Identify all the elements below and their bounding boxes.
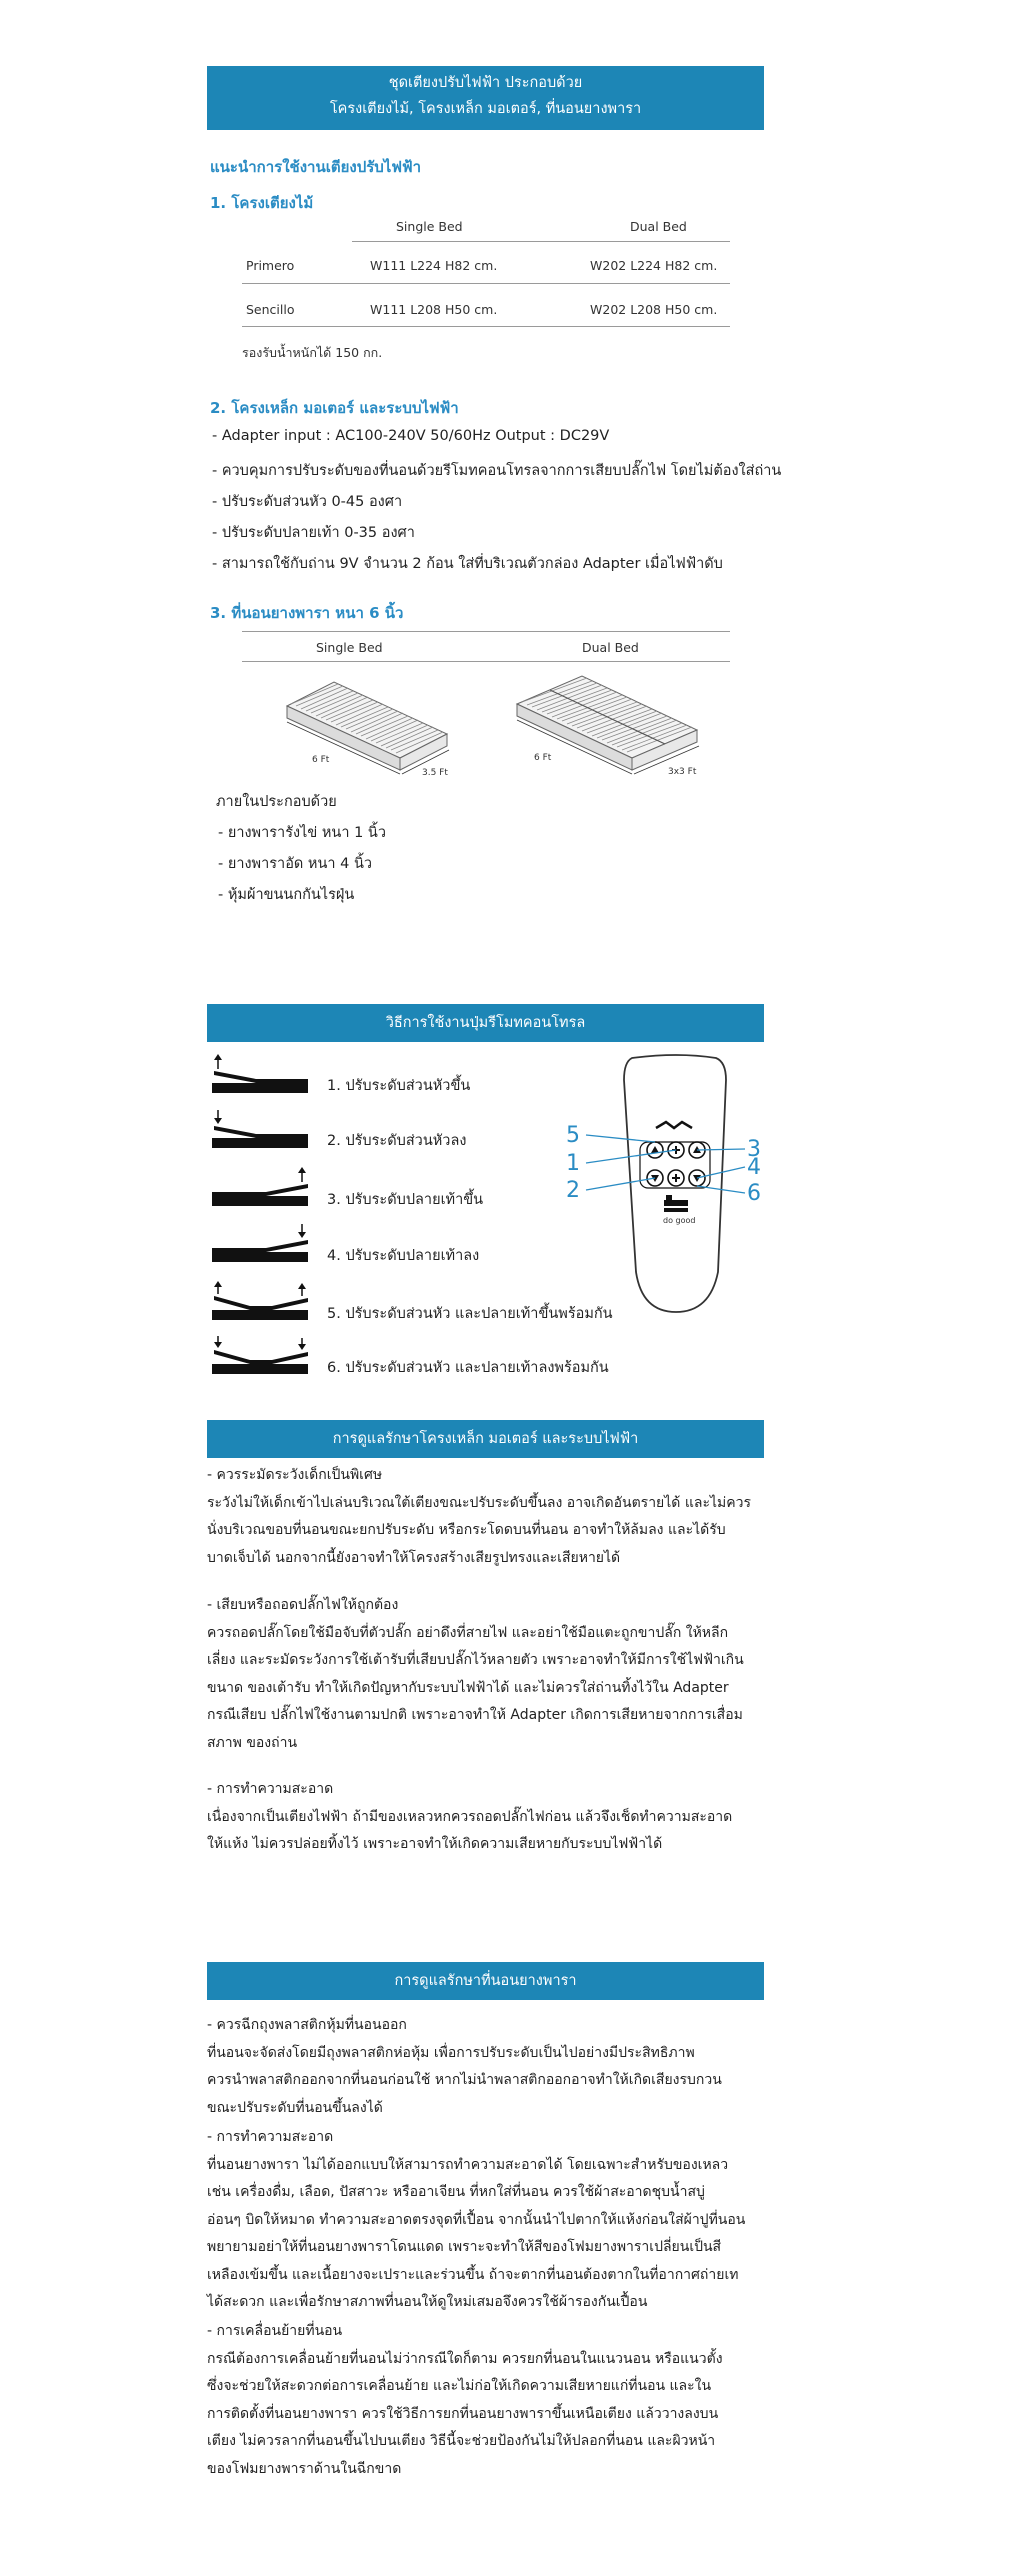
care-frame-line: นั่งบริเวณขอบที่นอนขณะยกปรับระดับ หรือกระโดดบนที่นอน อาจทำให้ล้มลง และได้รับ (207, 1522, 726, 1538)
head-foot-up-icon (210, 1280, 310, 1322)
care-frame-line: ขนาด ของเต้ารับ ทำให้เกิดปัญหากับระบบไฟฟ้าได้ และไม่ควรใส่ถ่านทิ้งไว้ใน Adapter (207, 1679, 729, 1696)
care-mattress-block-title: - การทำความสะอาด (207, 2129, 334, 2145)
care-mattress-line: เช่น เครื่องดื่ม, เลือด, ปัสสาวะ หรืออาเจียน ที่หกใส่ที่นอน ควรใช้ผ้าสะอาดชุบน้ำสบู่ (207, 2184, 705, 2200)
care-frame-line: บาดเจ็บได้ นอกจากนี้ยังอาจทำให้โครงสร้างเสียรูปทรงและเสียหายได้ (207, 1549, 621, 1566)
care-frame-line: เนื่องจากเป็นเตียงไฟฟ้า ถ้ามีของเหลวหกควรถอดปลั๊กไฟก่อน แล้วจึงเช็ดทำความสะอาด (207, 1808, 733, 1825)
remote-step: 3. ปรับระดับปลายเท้าขึ้น (327, 1192, 484, 1208)
header-banner (207, 66, 764, 130)
care-mattress-line: ได้สะดวก และเพื่อรักษาสภาพที่นอนให้ดูใหม่เสมอจึงควรใช้ผ้ารองกันเปื้อน (207, 2294, 648, 2310)
care-mattress-banner: การดูแลรักษาที่นอนยางพารา (207, 1962, 764, 2000)
head-up-icon (210, 1053, 310, 1095)
care-mattress-line: ซึ่งจะช่วยให้สะดวกต่อการเคลื่อนย้าย และไม่ก่อให้เกิดความเสียหายแก่ที่นอน และใน (207, 2378, 712, 2394)
section1-row-divider (242, 283, 730, 284)
single-mattress-illustration (282, 676, 462, 780)
foot-up-icon (210, 1166, 310, 1208)
section3-divider-top (242, 631, 730, 632)
callout-left: 2 (566, 1178, 580, 1203)
care-frame-line: ระวังไม่ให้เด็กเข้าไปเล่นบริเวณใต้เตียงขณะปรับระดับขึ้นลง อาจเกิดอันตรายได้ และไม่ควร (207, 1494, 751, 1511)
care-frame-block-1 (207, 1462, 797, 1572)
care-mattress-block-3 (207, 2318, 797, 2483)
section3-header-single: Single Bed (316, 640, 383, 655)
care-frame-banner: การดูแลรักษาโครงเหล็ก มอเตอร์ และระบบไฟฟ้า (207, 1420, 764, 1458)
callout-left: 5 (566, 1123, 580, 1148)
care-mattress-line: เหลืองเข้มขึ้น และเนื้อยางจะเปราะและร่วนขึ้น ถ้าจะตากที่นอนต้องตากในที่อากาศถ่ายเท (207, 2266, 739, 2283)
section1-row-primero-single: W111 L224 H82 cm. (370, 258, 498, 273)
section1-header-dual: Dual Bed (630, 219, 687, 234)
care-frame-block-2 (207, 1592, 797, 1757)
dual-mattress-length-label: 6 Ft (534, 753, 552, 763)
section2-title: 2. โครงเหล็ก มอเตอร์ และระบบไฟฟ้า (210, 399, 459, 417)
care-frame-block-3 (207, 1776, 797, 1859)
section1-header-single: Single Bed (396, 219, 463, 234)
remote-banner: วิธีการใช้งานปุ่มรีโมทคอนโทรล (207, 1004, 764, 1042)
header-banner-line2: โครงเตียงไม้, โครงเหล็ก มอเตอร์, ที่นอนยางพารา (329, 101, 642, 117)
care-mattress-block-1 (207, 2012, 797, 2122)
care-mattress-line: พยายามอย่าให้ที่นอนยางพาราโดนแดด เพราะจะทำให้สีของโฟมยางพาราเปลี่ยนเป็นสี (207, 2239, 722, 2255)
section1-row-sencillo-single: W111 L208 H50 cm. (370, 302, 498, 317)
remote-step: 4. ปรับระดับปลายเท้าลง (327, 1248, 480, 1264)
care-mattress-line: ที่นอนจะจัดส่งโดยมีถุงพลาสติกห่อหุ้ม เพื่อการปรับระดับเป็นไปอย่างมีประสิทธิภาพ (207, 2044, 695, 2061)
header-banner-line1: ชุดเตียงปรับไฟฟ้า ประกอบด้วย (388, 75, 583, 91)
section3-title: 3. ที่นอนยางพารา หนา 6 นิ้ว (210, 604, 404, 622)
care-mattress-line: ของโฟมยางพาราด้านในฉีกขาด (207, 2460, 402, 2477)
care-mattress-block-2 (207, 2124, 797, 2317)
care-frame-block-title: - การทำความสะอาด (207, 1781, 334, 1797)
care-mattress-block-title: - ควรฉีกถุงพลาสติกหุ้มที่นอนออก (207, 2017, 407, 2033)
care-mattress-line: ขณะปรับระดับที่นอนขึ้นลงได้ (207, 2099, 383, 2116)
section1-table-bottom (242, 326, 730, 327)
section1-row-sencillo-name: Sencillo (246, 302, 295, 317)
section1-note: รองรับน้ำหนักได้ 150 กก. (242, 345, 383, 360)
section1-row-primero-name: Primero (246, 258, 295, 273)
single-mattress-length-label: 6 Ft (312, 755, 330, 765)
callout-right: 4 (747, 1155, 761, 1180)
remote-brand: do good (663, 1216, 696, 1225)
care-mattress-line: เตียง ไม่ควรลากที่นอนขึ้นไปบนเตียง วิธีนี้จะช่วยป้องกันไม่ให้ปลอกที่นอน และผิวหน้า (207, 2433, 716, 2449)
care-frame-line: สภาพ ของถ่าน (207, 1734, 298, 1751)
section1-divider (352, 241, 730, 242)
section3-inside-item: - ยางพารารังไข่ หนา 1 นิ้ว (218, 825, 386, 841)
section3-inside-item: - หุ้มผ้าขนนกกันไรฝุ่น (218, 887, 355, 903)
section1-row-sencillo-dual: W202 L208 H50 cm. (590, 302, 718, 317)
foot-down-icon (210, 1222, 310, 1264)
intro-title: แนะนำการใช้งานเตียงปรับไฟฟ้า (210, 158, 422, 176)
section2-item: - ควบคุมการปรับระดับของที่นอนด้วยรีโมทคอนโทรลจากการเสียบปลั๊กไฟ โดยไม่ต้องใส่ถ่าน (212, 463, 782, 479)
care-mattress-block-title: - การเคลื่อนย้ายที่นอน (207, 2323, 343, 2339)
care-mattress-line: อ่อนๆ บิดให้หมาด ทำความสะอาดตรงจุดที่เปื้อน จากนั้นนำไปตากให้แห้งก่อนใส่ผ้าปูที่นอน (207, 2211, 746, 2228)
section3-header-dual: Dual Bed (582, 640, 639, 655)
care-frame-line: ให้แห้ง ไม่ควรปล่อยทิ้งไว้ เพราะอาจทำให้เกิดความเสียหายกับระบบไฟฟ้าได้ (207, 1836, 663, 1852)
remote-step: 1. ปรับระดับส่วนหัวขึ้น (327, 1078, 471, 1094)
remote-control-illustration (560, 1050, 780, 1320)
section2-item: - สามารถใช้กับถ่าน 9V จำนวน 2 ก้อน ใส่ที่บริเวณตัวกล่อง Adapter เมื่อไฟฟ้าดับ (212, 556, 723, 572)
care-mattress-line: ควรนำพลาสติกออกจากที่นอนก่อนใช้ หากไม่นำพลาสติกออกอาจทำให้เกิดเสียงรบกวน (207, 2072, 722, 2088)
care-frame-line: กรณีเสียบ ปลั๊กไฟใช้งานตามปกติ เพราะอาจทำให้ Adapter เกิดการเสียหายจากการเสื่อม (207, 1707, 743, 1723)
care-frame-block-title: - ควรระมัดระวังเด็กเป็นพิเศษ (207, 1467, 383, 1483)
head-down-icon (210, 1108, 310, 1150)
care-frame-block-title: - เสียบหรือถอดปลั๊กไฟให้ถูกต้อง (207, 1597, 399, 1613)
care-mattress-line: กรณีต้องการเคลื่อนย้ายที่นอนไม่ว่ากรณีใดก็ตาม ควรยกที่นอนในแนวนอน หรือแนวตั้ง (207, 2350, 723, 2367)
remote-step: 2. ปรับระดับส่วนหัวลง (327, 1133, 467, 1149)
dual-mattress-illustration (512, 670, 712, 780)
dual-mattress-width-label: 3x3 Ft (668, 767, 697, 777)
care-mattress-line: ที่นอนยางพารา ไม่ได้ออกแบบให้สามารถทำความสะอาดได้ โดยเฉพาะสำหรับของเหลว (207, 2156, 729, 2173)
callout-left: 1 (566, 1151, 580, 1176)
single-mattress-width-label: 3.5 Ft (422, 768, 448, 778)
care-frame-line: ควรถอดปลั๊กโดยใช้มือจับที่ตัวปลั๊ก อย่าดึงที่สายไฟ และอย่าใช้มือแตะถูกขาปลั๊ก ให้หลีก (207, 1624, 729, 1641)
section3-inside-item: - ยางพาราอัด หนา 4 นิ้ว (218, 856, 373, 872)
section2-item: - Adapter input : AC100-240V 50/60Hz Output : DC29V (212, 428, 610, 444)
section3-inside-title: ภายในประกอบด้วย (216, 794, 337, 810)
section2-item: - ปรับระดับปลายเท้า 0-35 องศา (212, 525, 415, 541)
care-frame-line: เลี่ยง และระมัดระวังการใช้เต้ารับที่เสียบปลั๊กไว้หลายตัว เพราะอาจทำให้มีการใช้ไฟฟ้าเกิน (207, 1652, 744, 1668)
care-mattress-line: การติดตั้งที่นอนยางพารา ควรใช้วิธีการยกที่นอนยางพาราขึ้นเหนือเตียง แล้ววางลงบน (207, 2405, 719, 2422)
remote-step: 5. ปรับระดับส่วนหัว และปลายเท้าขึ้นพร้อมกัน (327, 1306, 613, 1322)
section3-divider (242, 661, 730, 662)
section2-item: - ปรับระดับส่วนหัว 0-45 องศา (212, 494, 403, 510)
section1-title: 1. โครงเตียงไม้ (210, 194, 314, 212)
head-foot-down-icon (210, 1334, 310, 1376)
callout-right: 3 (747, 1137, 761, 1162)
section1-row-primero-dual: W202 L224 H82 cm. (590, 258, 718, 273)
callout-right: 6 (747, 1181, 761, 1206)
remote-step: 6. ปรับระดับส่วนหัว และปลายเท้าลงพร้อมกัน (327, 1360, 609, 1376)
